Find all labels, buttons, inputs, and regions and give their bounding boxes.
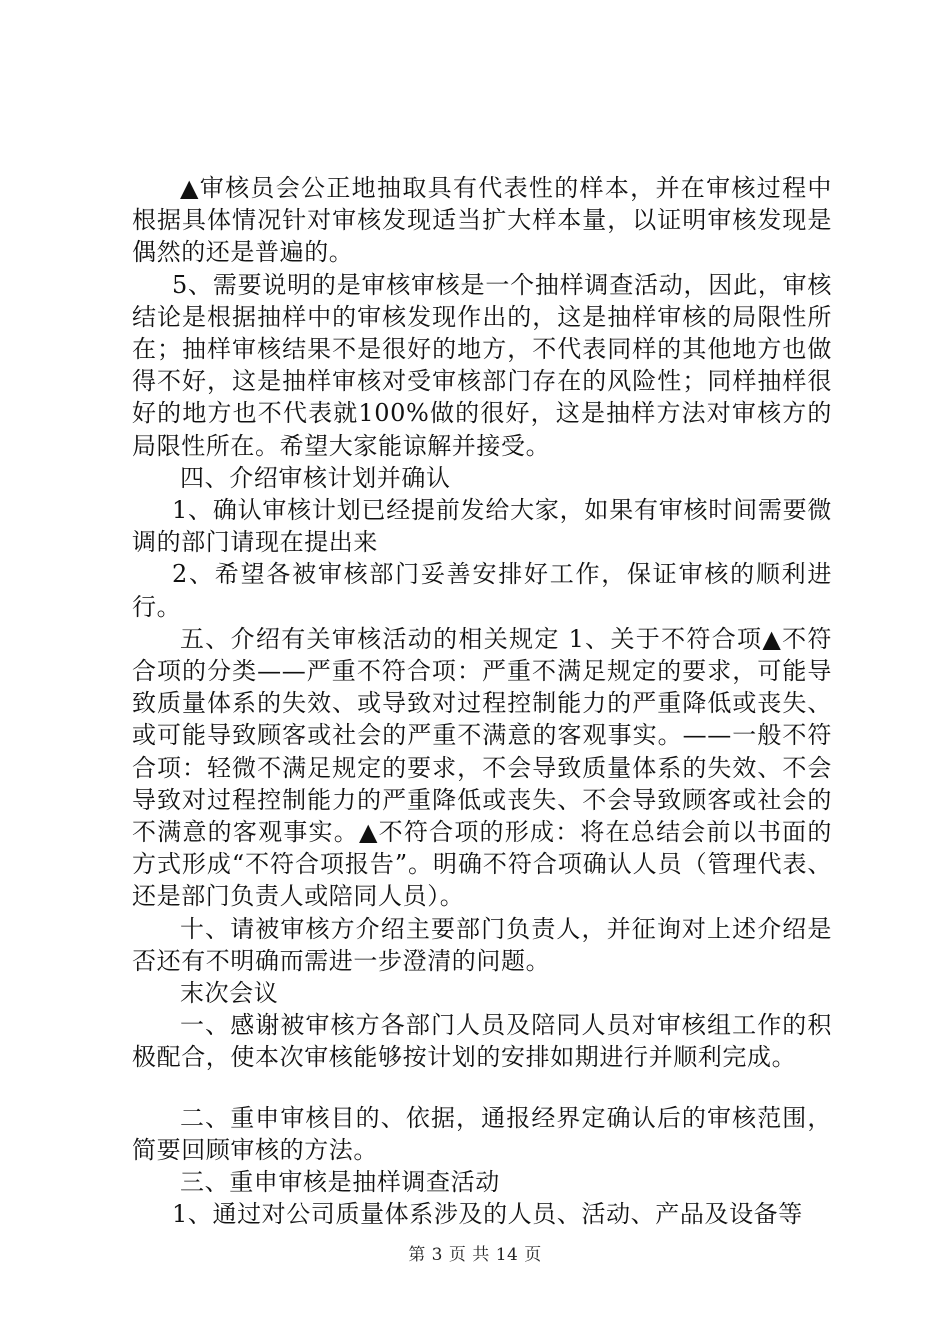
paragraph-department-heads: 十、请被审核方介绍主要部门负责人，并征询对上述介绍是否还有不明确而需进一步澄清的问题。 — [132, 914, 832, 975]
paragraph-sampling-fairness: ▲审核员会公正地抽取具有代表性的样本，并在审核过程中根据具体情况针对审核发现适当扩大样本量，以证明审核发现是偶然的还是普遍的。 — [132, 174, 832, 267]
paragraph-arrange-work: 2、希望各被审核部门妥善安排好工作，保证审核的顺利进行。 — [132, 560, 832, 621]
paragraph-plan-confirm: 1、确认审核计划已经提前发给大家，如果有审核时间需要微调的部门请现在提出来 — [132, 496, 832, 557]
paragraph-thanks: 一、感谢被审核方各部门人员及陪同人员对审核组工作的积极配合，使本次审核能够按计划的安排如期进行并顺利完成。 — [132, 1011, 832, 1072]
heading-audit-plan: 四、介绍审核计划并确认 — [180, 463, 451, 492]
paragraph-restate-objectives: 二、重申审核目的、依据，通报经界定确认后的审核范围，简要回顾审核的方法。 — [132, 1103, 832, 1164]
page-number-footer: 第 3 页 共 14 页 — [408, 1245, 542, 1265]
paragraph-personnel-activities: 1、通过对公司质量体系涉及的人员、活动、产品及设备等 — [172, 1200, 803, 1229]
paragraph-sampling-limitation: 5、需要说明的是审核审核是一个抽样调查活动，因此，审核结论是根据抽样中的审核发现作出的，这是抽样审核的局限性所在；抽样审核结果不是很好的地方，不代表同样的其他地方也做得不好，这是抽样审核对受审核部门存在的风险性；同样抽样很好的地方也不代表就100%做的很好，这是抽样方法对审核方的局限性所在。希望大家能谅解并接受。 — [132, 270, 832, 460]
paragraph-nonconformity-rules: 五、介绍有关审核活动的相关规定 1、关于不符合项▲不符合项的分类——严重不符合项：严重不满足规定的要求，可能导致质量体系的失效、或导致对过程控制能力的严重降低或丧失、或可能导致顾客或社会的严重不满意的客观事实。——一般不符合项：轻微不满足规定的要求，不会导致质量体系的失效、不会导致对过程控制能力的严重降低或丧失、不会导致顾客或社会的不满意的客观事实。▲不符合项的形成：将在总结会前以书面的方式形成“不符合项报告”。明确不符合项确认人员（管理代表、还是部门负责人或陪同人员）。 — [132, 624, 832, 911]
heading-sampling-activity: 三、重申审核是抽样调查活动 — [180, 1168, 500, 1197]
heading-closing-meeting: 末次会议 — [180, 979, 279, 1008]
document-body — [132, 172, 832, 1231]
